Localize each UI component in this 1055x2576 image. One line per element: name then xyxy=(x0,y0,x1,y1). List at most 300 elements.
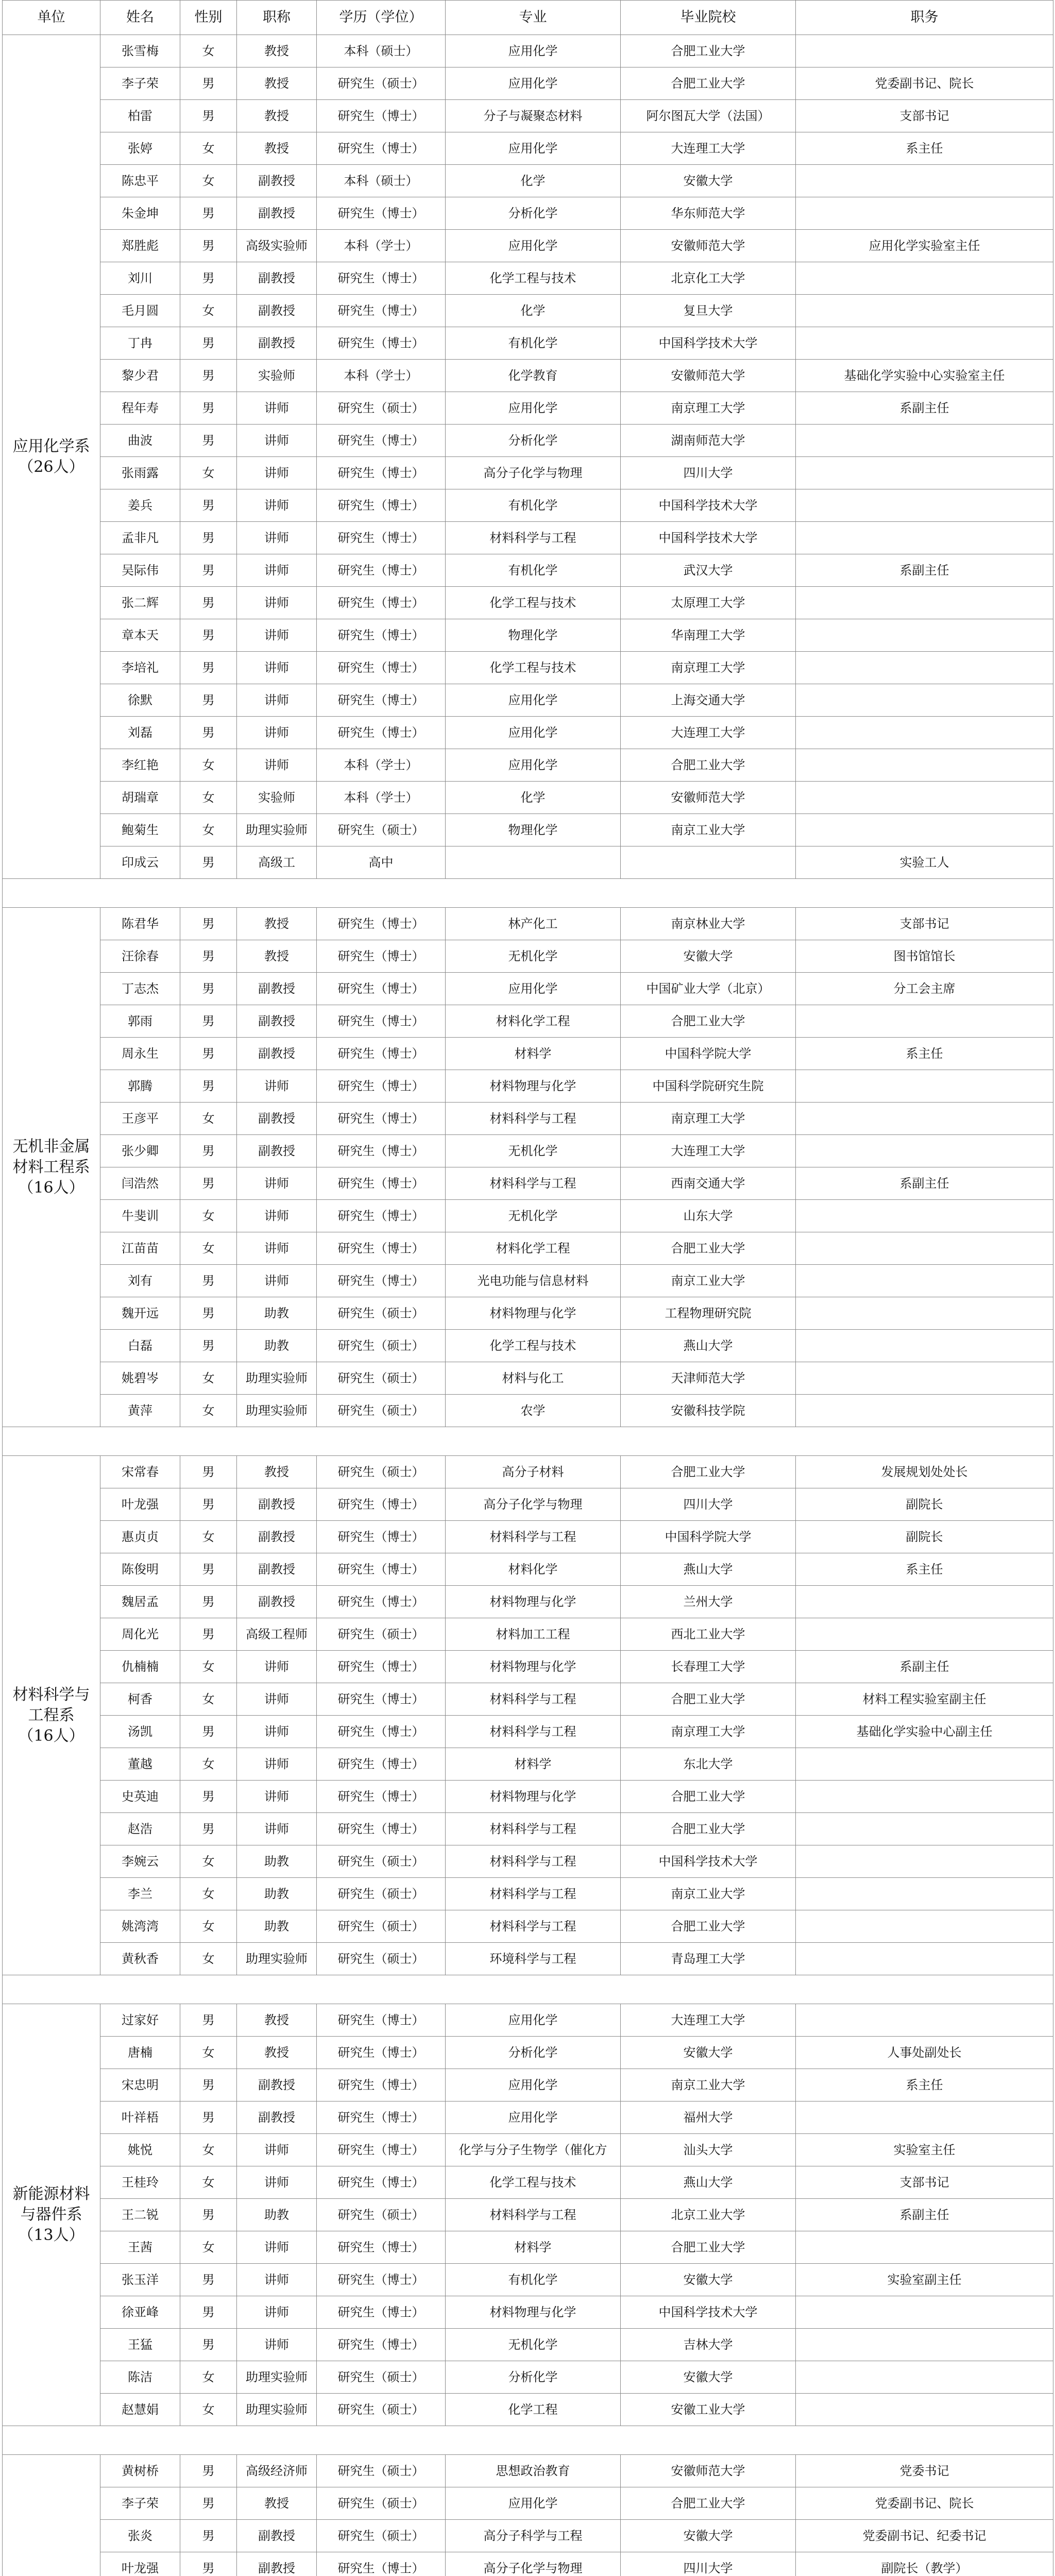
school-cell: 湖南师范大学 xyxy=(621,425,796,457)
title-cell: 讲师 xyxy=(237,1651,317,1683)
gender-cell: 男 xyxy=(180,1716,237,1748)
name-cell: 黄树桥 xyxy=(100,2455,180,2487)
education-cell: 研究生（博士） xyxy=(317,1070,446,1103)
title-cell: 副教授 xyxy=(237,1038,317,1070)
table-row xyxy=(3,717,1053,749)
school-cell: 合肥工业大学 xyxy=(621,1005,796,1038)
gender-cell: 女 xyxy=(180,782,237,814)
school-cell: 四川大学 xyxy=(621,457,796,489)
education-cell: 研究生（博士） xyxy=(317,2231,446,2264)
name-cell: 李培礼 xyxy=(100,652,180,684)
table-row xyxy=(3,940,1053,973)
name-cell: 鲍菊生 xyxy=(100,814,180,846)
position-cell: 支部书记 xyxy=(796,2166,1053,2199)
major-cell: 化学 xyxy=(446,165,621,197)
table-row xyxy=(3,2552,1053,2576)
name-cell: 徐默 xyxy=(100,684,180,717)
school-cell: 南京林业大学 xyxy=(621,908,796,940)
major-cell: 分子与凝聚态材料 xyxy=(446,100,621,132)
gender-cell: 女 xyxy=(180,1200,237,1232)
table-row xyxy=(3,1845,1053,1878)
table-row xyxy=(3,1586,1053,1618)
school-cell: 合肥工业大学 xyxy=(621,35,796,67)
position-cell xyxy=(796,2102,1053,2134)
major-cell: 有机化学 xyxy=(446,489,621,522)
position-cell xyxy=(796,1910,1053,1943)
name-cell: 周化光 xyxy=(100,1618,180,1651)
school-cell: 中国科学院大学 xyxy=(621,1521,796,1553)
section-spacer-row xyxy=(3,1975,1053,2004)
name-cell: 王茜 xyxy=(100,2231,180,2264)
header-major: 专业 xyxy=(446,1,621,35)
major-cell: 材料学 xyxy=(446,2231,621,2264)
title-cell: 副教授 xyxy=(237,295,317,327)
position-cell: 发展规划处处长 xyxy=(796,1456,1053,1488)
position-cell: 系主任 xyxy=(796,2069,1053,2102)
education-cell: 研究生（博士） xyxy=(317,684,446,717)
header-position: 职务 xyxy=(796,1,1053,35)
education-cell: 研究生（博士） xyxy=(317,2037,446,2069)
education-cell: 研究生（博士） xyxy=(317,1265,446,1297)
title-cell: 教授 xyxy=(237,908,317,940)
position-cell xyxy=(796,1297,1053,1330)
school-cell: 中国科学技术大学 xyxy=(621,489,796,522)
major-cell: 材料物理与化学 xyxy=(446,1586,621,1618)
table-row xyxy=(3,1651,1053,1683)
gender-cell: 男 xyxy=(180,2102,237,2134)
title-cell: 讲师 xyxy=(237,392,317,425)
major-cell: 有机化学 xyxy=(446,554,621,587)
gender-cell: 男 xyxy=(180,1618,237,1651)
education-cell: 本科（学士） xyxy=(317,360,446,392)
gender-cell: 女 xyxy=(180,2231,237,2264)
name-cell: 黎少君 xyxy=(100,360,180,392)
title-cell: 助教 xyxy=(237,2199,317,2231)
gender-cell: 男 xyxy=(180,619,237,652)
position-cell xyxy=(796,35,1053,67)
gender-cell: 男 xyxy=(180,327,237,360)
position-cell xyxy=(796,2394,1053,2426)
name-cell: 唐楠 xyxy=(100,2037,180,2069)
position-cell xyxy=(796,2004,1053,2037)
education-cell: 研究生（博士） xyxy=(317,1521,446,1553)
title-cell: 副教授 xyxy=(237,1521,317,1553)
title-cell: 教授 xyxy=(237,2004,317,2037)
position-cell xyxy=(796,1748,1053,1781)
position-cell: 党委副书记、纪委书记 xyxy=(796,2520,1053,2552)
major-cell: 材料学 xyxy=(446,1748,621,1781)
major-cell: 高分子化学与物理 xyxy=(446,457,621,489)
position-cell xyxy=(796,262,1053,295)
education-cell: 研究生（博士） xyxy=(317,1781,446,1813)
gender-cell: 男 xyxy=(180,425,237,457)
education-cell: 研究生（硕士） xyxy=(317,2199,446,2231)
position-cell: 系副主任 xyxy=(796,1651,1053,1683)
gender-cell: 女 xyxy=(180,1910,237,1943)
major-cell: 材料科学与工程 xyxy=(446,1910,621,1943)
title-cell: 副教授 xyxy=(237,327,317,360)
school-cell: 兰州大学 xyxy=(621,1586,796,1618)
education-cell: 研究生（博士） xyxy=(317,425,446,457)
title-cell: 讲师 xyxy=(237,1232,317,1265)
school-cell: 安徽大学 xyxy=(621,165,796,197)
name-cell: 叶龙强 xyxy=(100,1488,180,1521)
major-cell: 材料科学与工程 xyxy=(446,1878,621,1910)
major-cell: 高分子化学与物理 xyxy=(446,2552,621,2576)
education-cell: 研究生（博士） xyxy=(317,1586,446,1618)
school-cell: 四川大学 xyxy=(621,2552,796,2576)
name-cell: 姚湾湾 xyxy=(100,1910,180,1943)
title-cell: 副教授 xyxy=(237,1488,317,1521)
education-cell: 研究生（博士） xyxy=(317,1167,446,1200)
title-cell: 讲师 xyxy=(237,1813,317,1845)
position-cell: 系副主任 xyxy=(796,1167,1053,1200)
education-cell: 研究生（硕士） xyxy=(317,1297,446,1330)
gender-cell: 女 xyxy=(180,1362,237,1395)
school-cell: 东北大学 xyxy=(621,1748,796,1781)
name-cell: 王桂玲 xyxy=(100,2166,180,2199)
school-cell: 合肥工业大学 xyxy=(621,1781,796,1813)
position-cell xyxy=(796,1265,1053,1297)
name-cell: 王猛 xyxy=(100,2329,180,2361)
major-cell: 化学工程与技术 xyxy=(446,587,621,619)
gender-cell: 男 xyxy=(180,1038,237,1070)
name-cell: 汪徐春 xyxy=(100,940,180,973)
gender-cell: 女 xyxy=(180,2134,237,2166)
unit-cell xyxy=(3,2004,100,2426)
staff-table xyxy=(2,0,1053,2576)
gender-cell: 男 xyxy=(180,1553,237,1586)
gender-cell: 男 xyxy=(180,2264,237,2296)
position-cell xyxy=(796,295,1053,327)
name-cell: 刘磊 xyxy=(100,717,180,749)
name-cell: 吴际伟 xyxy=(100,554,180,587)
position-cell: 材料工程实验室副主任 xyxy=(796,1683,1053,1716)
education-cell: 研究生（博士） xyxy=(317,327,446,360)
major-cell: 材料科学与工程 xyxy=(446,1521,621,1553)
school-cell: 南京理工大学 xyxy=(621,1716,796,1748)
title-cell: 讲师 xyxy=(237,1716,317,1748)
major-cell: 材料科学与工程 xyxy=(446,2199,621,2231)
name-cell: 张玉洋 xyxy=(100,2264,180,2296)
education-cell: 研究生（博士） xyxy=(317,1553,446,1586)
major-cell: 材料物理与化学 xyxy=(446,1781,621,1813)
name-cell: 赵浩 xyxy=(100,1813,180,1845)
table-row xyxy=(3,197,1053,230)
table-row xyxy=(3,1200,1053,1232)
position-cell xyxy=(796,425,1053,457)
education-cell: 研究生（硕士） xyxy=(317,2520,446,2552)
gender-cell: 男 xyxy=(180,2004,237,2037)
gender-cell: 女 xyxy=(180,2394,237,2426)
education-cell: 研究生（博士） xyxy=(317,295,446,327)
education-cell: 研究生（博士） xyxy=(317,717,446,749)
school-cell: 安徽师范大学 xyxy=(621,230,796,262)
gender-cell: 女 xyxy=(180,1232,237,1265)
table-row xyxy=(3,1297,1053,1330)
major-cell: 光电功能与信息材料 xyxy=(446,1265,621,1297)
gender-cell: 男 xyxy=(180,2455,237,2487)
position-cell xyxy=(796,1781,1053,1813)
gender-cell: 男 xyxy=(180,1005,237,1038)
position-cell xyxy=(796,2329,1053,2361)
title-cell: 副教授 xyxy=(237,2552,317,2576)
section-spacer-cell xyxy=(3,1427,1053,1456)
education-cell: 研究生（博士） xyxy=(317,2552,446,2576)
gender-cell: 男 xyxy=(180,2199,237,2231)
school-cell: 中国矿业大学（北京） xyxy=(621,973,796,1005)
education-cell: 本科（学士） xyxy=(317,749,446,782)
table-row xyxy=(3,908,1053,940)
major-cell: 应用化学 xyxy=(446,717,621,749)
education-cell: 研究生（博士） xyxy=(317,197,446,230)
title-cell: 副教授 xyxy=(237,262,317,295)
education-cell: 研究生（硕士） xyxy=(317,2487,446,2520)
name-cell: 柯香 xyxy=(100,1683,180,1716)
name-cell: 李红艳 xyxy=(100,749,180,782)
title-cell: 副教授 xyxy=(237,1553,317,1586)
position-cell: 应用化学实验室主任 xyxy=(796,230,1053,262)
major-cell: 材料科学与工程 xyxy=(446,1716,621,1748)
title-cell: 副教授 xyxy=(237,2069,317,2102)
table-row xyxy=(3,1395,1053,1427)
name-cell: 黄萍 xyxy=(100,1395,180,1427)
major-cell: 应用化学 xyxy=(446,684,621,717)
position-cell: 副院长（教学） xyxy=(796,2552,1053,2576)
school-cell: 安徽师范大学 xyxy=(621,2455,796,2487)
education-cell: 本科（学士） xyxy=(317,230,446,262)
school-cell: 北京工业大学 xyxy=(621,2199,796,2231)
major-cell: 分析化学 xyxy=(446,2361,621,2394)
name-cell: 张雪梅 xyxy=(100,35,180,67)
title-cell: 副教授 xyxy=(237,2102,317,2134)
name-cell: 郑胜彪 xyxy=(100,230,180,262)
school-cell: 天津师范大学 xyxy=(621,1362,796,1395)
gender-cell: 男 xyxy=(180,1070,237,1103)
table-row xyxy=(3,1683,1053,1716)
education-cell: 研究生（博士） xyxy=(317,1005,446,1038)
school-cell: 西北工业大学 xyxy=(621,1618,796,1651)
education-cell: 研究生（硕士） xyxy=(317,2361,446,2394)
major-cell: 材料物理与化学 xyxy=(446,1651,621,1683)
unit-count: （26人） xyxy=(18,457,84,476)
table-row xyxy=(3,457,1053,489)
unit-cell xyxy=(3,35,100,879)
school-cell: 南京理工大学 xyxy=(621,1103,796,1135)
title-cell: 助教 xyxy=(237,1297,317,1330)
staff-table-sheet xyxy=(2,0,1053,2576)
major-cell: 环境科学与工程 xyxy=(446,1943,621,1975)
education-cell: 本科（硕士） xyxy=(317,35,446,67)
major-cell: 材料科学与工程 xyxy=(446,1167,621,1200)
position-cell xyxy=(796,684,1053,717)
gender-cell: 女 xyxy=(180,1845,237,1878)
position-cell xyxy=(796,2231,1053,2264)
education-cell: 研究生（博士） xyxy=(317,2296,446,2329)
position-cell xyxy=(796,1943,1053,1975)
table-row xyxy=(3,1910,1053,1943)
name-cell: 程年寿 xyxy=(100,392,180,425)
school-cell: 吉林大学 xyxy=(621,2329,796,2361)
position-cell xyxy=(796,1232,1053,1265)
school-cell: 中国科学技术大学 xyxy=(621,1845,796,1878)
major-cell: 有机化学 xyxy=(446,327,621,360)
education-cell: 研究生（博士） xyxy=(317,1135,446,1167)
school-cell: 南京理工大学 xyxy=(621,652,796,684)
education-cell: 研究生（博士） xyxy=(317,940,446,973)
school-cell: 南京工业大学 xyxy=(621,1265,796,1297)
education-cell: 研究生（硕士） xyxy=(317,1878,446,1910)
education-cell: 研究生（硕士） xyxy=(317,1330,446,1362)
major-cell: 应用化学 xyxy=(446,749,621,782)
school-cell: 中国科学技术大学 xyxy=(621,522,796,554)
education-cell: 研究生（博士） xyxy=(317,2166,446,2199)
name-cell: 叶祥梧 xyxy=(100,2102,180,2134)
major-cell: 材料物理与化学 xyxy=(446,1297,621,1330)
position-cell xyxy=(796,327,1053,360)
major-cell: 应用化学 xyxy=(446,67,621,100)
title-cell: 教授 xyxy=(237,940,317,973)
position-cell: 分工会主席 xyxy=(796,973,1053,1005)
major-cell: 无机化学 xyxy=(446,2329,621,2361)
major-cell: 材料科学与工程 xyxy=(446,1683,621,1716)
education-cell: 研究生（博士） xyxy=(317,489,446,522)
major-cell: 材料化学 xyxy=(446,1553,621,1586)
school-cell: 安徽大学 xyxy=(621,2520,796,2552)
title-cell: 高级经济师 xyxy=(237,2455,317,2487)
unit-cell xyxy=(3,2455,100,2576)
education-cell: 研究生（硕士） xyxy=(317,814,446,846)
gender-cell: 男 xyxy=(180,100,237,132)
education-cell: 研究生（硕士） xyxy=(317,67,446,100)
table-row xyxy=(3,1330,1053,1362)
gender-cell: 男 xyxy=(180,1135,237,1167)
school-cell: 合肥工业大学 xyxy=(621,1683,796,1716)
table-row xyxy=(3,392,1053,425)
education-cell: 研究生（博士） xyxy=(317,2004,446,2037)
gender-cell: 女 xyxy=(180,132,237,165)
major-cell: 分析化学 xyxy=(446,197,621,230)
education-cell: 研究生（博士） xyxy=(317,1683,446,1716)
position-cell xyxy=(796,1200,1053,1232)
table-row xyxy=(3,1135,1053,1167)
title-cell: 讲师 xyxy=(237,1781,317,1813)
gender-cell: 男 xyxy=(180,846,237,879)
major-cell: 化学工程与技术 xyxy=(446,1330,621,1362)
major-cell: 应用化学 xyxy=(446,2004,621,2037)
position-cell xyxy=(796,1586,1053,1618)
school-cell: 安徽大学 xyxy=(621,2264,796,2296)
name-cell: 王彦平 xyxy=(100,1103,180,1135)
table-row xyxy=(3,489,1053,522)
table-row xyxy=(3,327,1053,360)
table-row xyxy=(3,1005,1053,1038)
section-spacer-row xyxy=(3,2426,1053,2455)
gender-cell: 男 xyxy=(180,1586,237,1618)
major-cell: 无机化学 xyxy=(446,1135,621,1167)
school-cell: 南京工业大学 xyxy=(621,2069,796,2102)
name-cell: 姚碧岑 xyxy=(100,1362,180,1395)
name-cell: 魏开远 xyxy=(100,1297,180,1330)
title-cell: 讲师 xyxy=(237,2264,317,2296)
title-cell: 讲师 xyxy=(237,1167,317,1200)
table-row xyxy=(3,782,1053,814)
major-cell: 材料物理与化学 xyxy=(446,1070,621,1103)
name-cell: 李子荣 xyxy=(100,2487,180,2520)
gender-cell: 男 xyxy=(180,2329,237,2361)
table-row xyxy=(3,652,1053,684)
unit-count: （16人） xyxy=(18,1178,84,1197)
major-cell: 材料学 xyxy=(446,1038,621,1070)
major-cell: 分析化学 xyxy=(446,425,621,457)
title-cell: 教授 xyxy=(237,2037,317,2069)
unit-count: （13人） xyxy=(18,2226,84,2244)
school-cell: 安徽大学 xyxy=(621,2037,796,2069)
education-cell: 研究生（博士） xyxy=(317,1813,446,1845)
name-cell: 张少卿 xyxy=(100,1135,180,1167)
position-cell xyxy=(796,619,1053,652)
table-row xyxy=(3,2296,1053,2329)
position-cell xyxy=(796,2361,1053,2394)
position-cell: 系主任 xyxy=(796,1553,1053,1586)
education-cell: 研究生（博士） xyxy=(317,1038,446,1070)
school-cell: 大连理工大学 xyxy=(621,132,796,165)
education-cell: 研究生（硕士） xyxy=(317,1362,446,1395)
title-cell: 讲师 xyxy=(237,749,317,782)
gender-cell: 男 xyxy=(180,1488,237,1521)
gender-cell: 男 xyxy=(180,1297,237,1330)
major-cell: 应用化学 xyxy=(446,35,621,67)
title-cell: 助理实验师 xyxy=(237,1395,317,1427)
table-row xyxy=(3,2520,1053,2552)
section-spacer-row xyxy=(3,879,1053,908)
title-cell: 讲师 xyxy=(237,1265,317,1297)
education-cell: 本科（学士） xyxy=(317,782,446,814)
gender-cell: 女 xyxy=(180,749,237,782)
gender-cell: 男 xyxy=(180,1265,237,1297)
table-row xyxy=(3,1038,1053,1070)
name-cell: 柏雷 xyxy=(100,100,180,132)
title-cell: 教授 xyxy=(237,132,317,165)
name-cell: 张婷 xyxy=(100,132,180,165)
title-cell: 助教 xyxy=(237,1845,317,1878)
gender-cell: 女 xyxy=(180,165,237,197)
title-cell: 实验师 xyxy=(237,360,317,392)
major-cell: 化学工程 xyxy=(446,2394,621,2426)
education-cell: 研究生（博士） xyxy=(317,2134,446,2166)
table-row xyxy=(3,1488,1053,1521)
education-cell: 研究生（博士） xyxy=(317,1103,446,1135)
table-row xyxy=(3,1362,1053,1395)
school-cell: 福州大学 xyxy=(621,2102,796,2134)
title-cell: 助教 xyxy=(237,1910,317,1943)
title-cell: 讲师 xyxy=(237,489,317,522)
school-cell: 南京工业大学 xyxy=(621,1878,796,1910)
name-cell: 章本天 xyxy=(100,619,180,652)
name-cell: 郭雨 xyxy=(100,1005,180,1038)
school-cell: 四川大学 xyxy=(621,1488,796,1521)
education-cell: 研究生（硕士） xyxy=(317,1943,446,1975)
name-cell: 张二辉 xyxy=(100,587,180,619)
major-cell: 无机化学 xyxy=(446,940,621,973)
school-cell: 大连理工大学 xyxy=(621,1135,796,1167)
position-cell: 系副主任 xyxy=(796,554,1053,587)
major-cell: 应用化学 xyxy=(446,230,621,262)
title-cell: 副教授 xyxy=(237,2520,317,2552)
name-cell: 印成云 xyxy=(100,846,180,879)
table-row xyxy=(3,262,1053,295)
gender-cell: 女 xyxy=(180,1103,237,1135)
